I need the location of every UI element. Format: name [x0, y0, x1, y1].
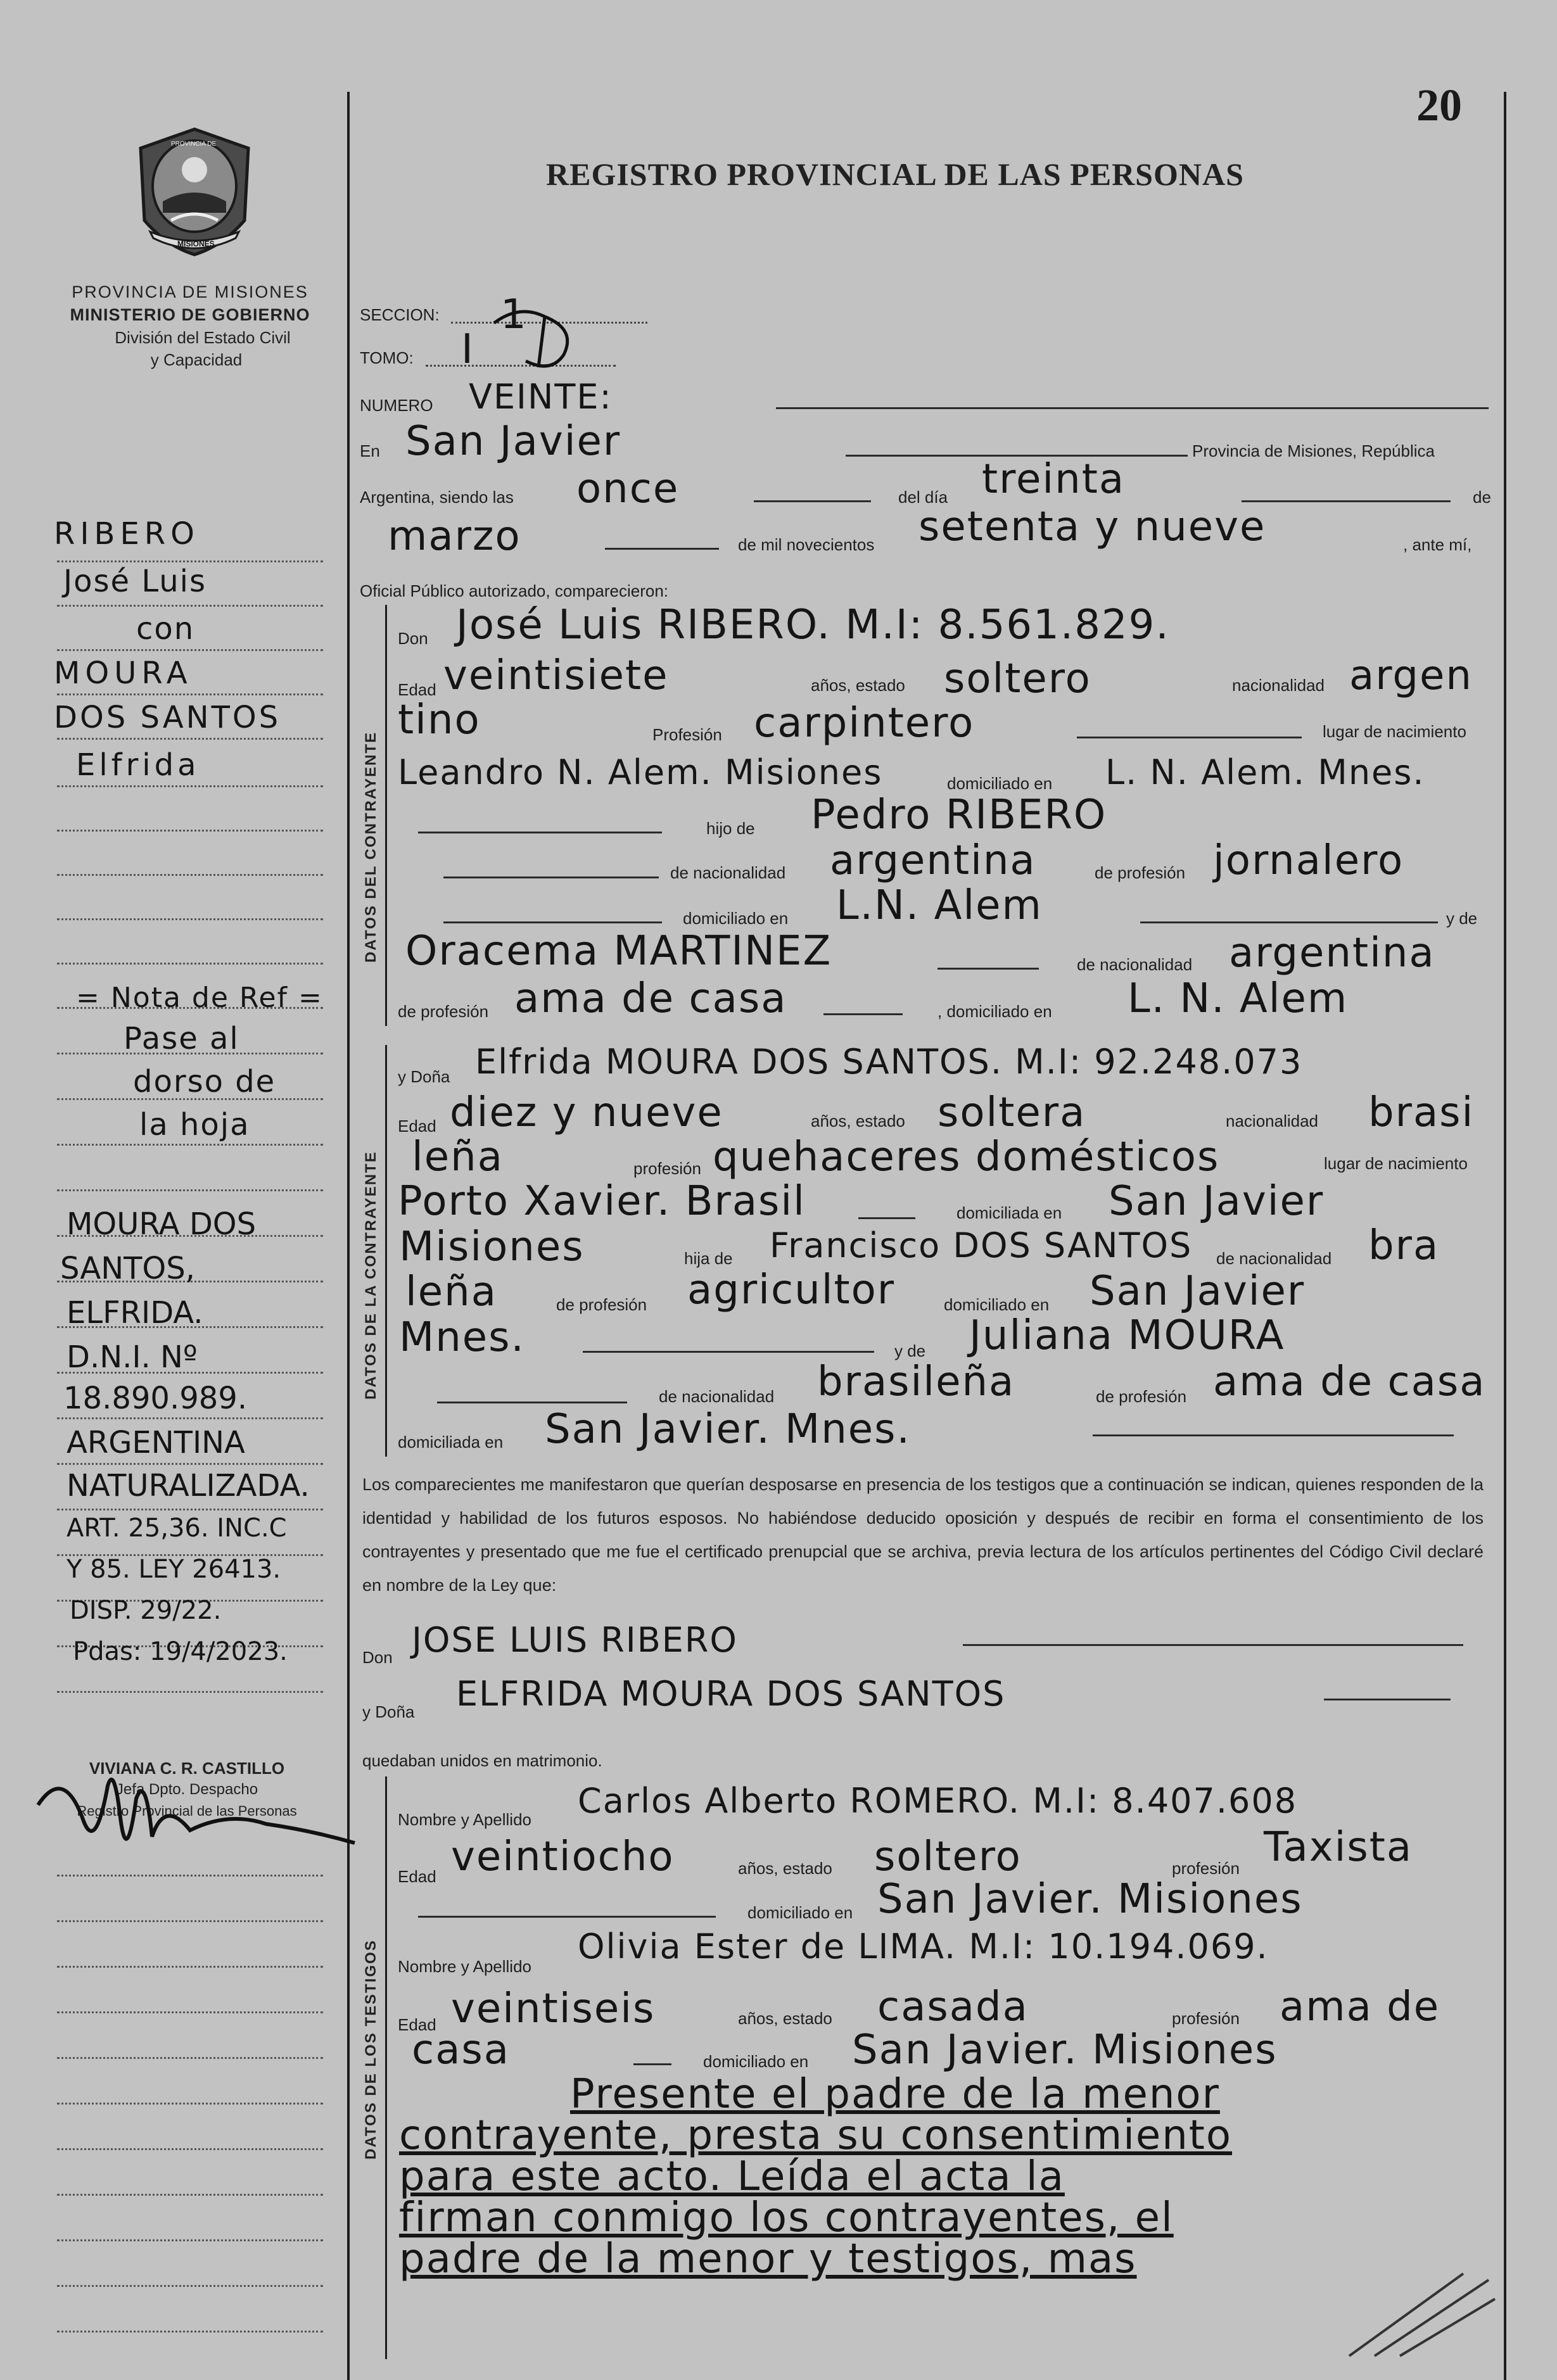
- bride-father-dom-label: domiciliado en: [944, 1295, 1050, 1314]
- contrayente-block-rule: [385, 605, 387, 1026]
- margin-dotted-line: [57, 1417, 323, 1419]
- bride-mother-dom-rule: [1093, 1434, 1454, 1436]
- margin-dotted-line: [57, 2057, 323, 2059]
- bride-father-nationality-b: leña: [405, 1269, 497, 1315]
- argentina-label: Argentina, siendo las: [360, 488, 514, 507]
- witness1-domicile: San Javier. Misiones: [877, 1876, 1303, 1923]
- bride-mother-dom-label: domiciliada en: [398, 1433, 504, 1452]
- margin-dotted-line: [57, 1509, 323, 1510]
- groom-nacionalidad-label: nacionalidad: [1232, 676, 1325, 695]
- org-division: División del Estado Civil: [115, 328, 291, 347]
- year-label: de mil novecientos: [738, 535, 875, 554]
- bride-nacionalidad-label: nacionalidad: [1226, 1111, 1319, 1130]
- dona-label: y Doña: [398, 1067, 450, 1086]
- statement-closing: quedaban unidos en matrimonio.: [362, 1751, 602, 1770]
- groom-mother: Oracema MARTINEZ: [405, 928, 832, 975]
- place-value: San Javier: [405, 418, 621, 465]
- bride-mother-prof-label: de profesión: [1096, 1387, 1187, 1406]
- witness2-age: veintiseis: [451, 1985, 656, 2032]
- note-line-5: padre de la menor y testigos, mas: [399, 2236, 1137, 2282]
- tomo-label: TOMO:: [360, 348, 414, 367]
- margin-surname-3: DOS SANTOS: [54, 700, 281, 735]
- witness1-estado: soltero: [874, 1833, 1022, 1880]
- statement-paragraph: Los comparecientes me manifestaron que querían desposarse en presencia de los testigos que a continuación se indican, quienes responden de la identidad y habilidad de los futuros esposos. No habiéndose deducido oposición y después de recibir en forma el consentimiento de los contrayentes y presentado que me fue el certificado prenupcial que se archiva, previa lectura de los artículos pertinentes del Código Civil declaré en nombre de la Ley que:: [362, 1475, 1484, 1595]
- note-line-3: para este acto. Leída el acta la: [399, 2153, 1065, 2200]
- page-number: 20: [1416, 80, 1462, 130]
- contrayente-section-label: DATOS DEL CONTRAYENTE: [362, 731, 379, 963]
- bride-nationality-a: brasi: [1368, 1089, 1475, 1136]
- margin-dotted-line: [57, 2331, 323, 2333]
- bride-mother-nat-label: de nacionalidad: [659, 1387, 775, 1406]
- groom-father-dom-rule: [443, 921, 662, 923]
- statement-bride: ELFRIDA MOURA DOS SANTOS: [456, 1674, 1006, 1714]
- margin-dotted-line: [57, 1691, 323, 1693]
- margin-dotted-line: [57, 2194, 323, 2196]
- stamp-signature: [25, 1761, 380, 1890]
- bride-birthplace: Porto Xavier. Brasil: [398, 1178, 806, 1225]
- groom-mother-nationality: argentina: [1229, 930, 1435, 977]
- groom-father-domicile: L.N. Alem: [836, 882, 1043, 929]
- w2-nombre-label: Nombre y Apellido: [398, 1957, 531, 1976]
- w2-estado-label: años, estado: [738, 2009, 832, 2028]
- margin-dotted-line: [57, 785, 323, 787]
- ante-label: , ante mí,: [1403, 535, 1472, 554]
- annotation-line-5: 18.890.989.: [63, 1381, 248, 1416]
- groom-profesion-label: Profesión: [652, 725, 722, 744]
- groom-mother-nat-label: de nacionalidad: [1077, 955, 1193, 974]
- bride-father-nationality-a: bra: [1368, 1222, 1440, 1269]
- w2-prof-rule: [633, 2063, 671, 2065]
- de-label: de: [1473, 488, 1491, 507]
- bride-nationality-b: leña: [412, 1134, 504, 1181]
- witness1-name: Carlos Alberto ROMERO. M.I: 8.407.608: [578, 1781, 1298, 1821]
- right-margin-rule: [1504, 92, 1506, 2380]
- groom-father: Pedro RIBERO: [811, 792, 1107, 839]
- annotation-line-11: Pdas: 19/4/2023.: [73, 1637, 288, 1666]
- margin-con: con: [136, 611, 195, 647]
- hour-rule: [754, 500, 871, 502]
- bride-father: Francisco DOS SANTOS: [770, 1225, 1193, 1265]
- w1-edad-label: Edad: [398, 1867, 436, 1886]
- groom-hijo-label: hijo de: [706, 819, 755, 838]
- statement-bride-rule: [1324, 1699, 1451, 1700]
- margin-dotted-line: [57, 1463, 323, 1465]
- groom-lugar-label: lugar de nacimiento: [1323, 722, 1466, 741]
- groom-father-dom-label: domiciliado en: [683, 909, 789, 928]
- groom-father-prof-label: de profesión: [1095, 863, 1186, 882]
- groom-profession-rule: [1077, 737, 1302, 738]
- numero-label: NUMERO: [360, 396, 433, 415]
- margin-dotted-line: [57, 605, 323, 607]
- groom-mother-profession: ama de casa: [514, 975, 787, 1022]
- numero-value: VEINTE:: [469, 377, 613, 417]
- annotation-line-3: ELFRIDA.: [67, 1295, 203, 1331]
- statement-groom: JOSE LUIS RIBERO: [412, 1620, 738, 1660]
- numero-rule: [776, 407, 1489, 409]
- bride-father-prof-label: de profesión: [556, 1295, 647, 1314]
- margin-dotted-line: [57, 963, 323, 965]
- bride-father-domicile-b: Mnes.: [399, 1314, 525, 1361]
- margin-dotted-line: [57, 649, 323, 651]
- contrayente-f-section-label: DATOS DE LA CONTRAYENTE: [362, 1151, 379, 1400]
- groom-birthplace: Leandro N. Alem. Misiones: [398, 752, 883, 792]
- groom-y-de-label: y de: [1446, 909, 1478, 928]
- margin-dotted-line: [57, 1966, 323, 1968]
- bride-edad-label: Edad: [398, 1117, 436, 1136]
- groom-father-profession: jornalero: [1213, 837, 1404, 884]
- groom-age: veintisiete: [443, 652, 669, 699]
- stamp-office: Registro Provincial de las Personas: [77, 1803, 297, 1819]
- margin-dotted-line: [57, 1189, 323, 1191]
- w1-nombre-label: Nombre y Apellido: [398, 1810, 531, 1829]
- en-label: En: [360, 441, 380, 460]
- margin-dotted-line: [57, 830, 323, 832]
- bride-father-profession: agricultor: [687, 1267, 896, 1313]
- margin-dotted-line: [57, 1144, 323, 1146]
- seccion-value: 1: [500, 291, 528, 338]
- statement-don-label: Don: [362, 1648, 393, 1667]
- contrayente-f-block-rule: [385, 1045, 387, 1457]
- groom-estado: soltero: [944, 655, 1091, 702]
- provincial-seal: [134, 125, 255, 258]
- w2-domiciliado-label: domiciliado en: [703, 2052, 809, 2071]
- org-ministry: MINISTERIO DE GOBIERNO: [70, 305, 310, 324]
- oficial-label: Oficial Público autorizado, comparecieron:: [360, 581, 669, 600]
- bride-father-domicile-a: San Javier: [1090, 1268, 1306, 1315]
- stamp-title: Jefa Dpto. Despacho: [115, 1781, 258, 1798]
- seccion-label: SECCION:: [360, 305, 440, 324]
- day-label: del día: [898, 488, 948, 507]
- province-label: Provincia de Misiones, República: [1192, 441, 1435, 460]
- groom-mother-domicile: L. N. Alem: [1128, 975, 1349, 1022]
- bride-estado: soltera: [937, 1089, 1086, 1136]
- bride-domicile-b: Misiones: [399, 1224, 585, 1270]
- bride-hija-label: hija de: [684, 1249, 733, 1268]
- w1-domiciliado-label: domiciliado en: [747, 1903, 853, 1922]
- margin-dotted-line: [57, 2285, 323, 2287]
- month-rule: [605, 548, 719, 550]
- corner-hatch: [1337, 2236, 1501, 2365]
- margin-nota-2: Pase al: [124, 1021, 239, 1056]
- w1-profesion-label: profesión: [1172, 1859, 1240, 1878]
- witness1-age: veintiocho: [451, 1833, 675, 1880]
- org-province: PROVINCIA DE MISIONES: [72, 282, 308, 301]
- witness2-profession-a: ama de: [1280, 1984, 1440, 2030]
- groom-mother-dom-label: , domiciliado en: [937, 1002, 1052, 1021]
- bride-mother-domicile: San Javier. Mnes.: [545, 1406, 911, 1453]
- statement-groom-rule: [963, 1644, 1463, 1646]
- margin-dotted-line: [57, 1920, 323, 1922]
- margin-nota-4: la hoja: [139, 1107, 250, 1143]
- annotation-line-6: ARGENTINA: [67, 1425, 245, 1460]
- annotation-line-1: MOURA DOS: [67, 1206, 257, 1242]
- groom-father-dom-rule-2: [1140, 921, 1438, 923]
- annotation-line-9: Y 85. LEY 26413.: [67, 1555, 281, 1584]
- org-capacity: y Capacidad: [150, 350, 243, 369]
- note-line-2: contrayente, presta su consentimiento: [399, 2112, 1233, 2159]
- margin-surname: RIBERO: [54, 516, 200, 552]
- witness2-name: Olivia Ester de LIMA. M.I: 10.194.069.: [578, 1927, 1269, 1966]
- bride-mother-profession: ama de casa: [1213, 1358, 1486, 1405]
- groom-domiciliado-label: domiciliado en: [947, 774, 1053, 793]
- note-line-1: Presente el padre de la menor: [570, 2071, 1220, 2118]
- margin-dotted-line: [57, 693, 323, 695]
- day-value: treinta: [982, 456, 1126, 503]
- annotation-line-10: DISP. 29/22.: [70, 1596, 222, 1625]
- witness2-estado: casada: [877, 1984, 1029, 2030]
- groom-father-nat-label: de nacionalidad: [670, 863, 786, 882]
- testigos-section-label: DATOS DE LOS TESTIGOS: [362, 1939, 379, 2160]
- annotation-line-2: SANTOS,: [60, 1251, 195, 1286]
- groom-father-nat-rule: [443, 877, 659, 878]
- margin-dotted-line: [57, 560, 323, 562]
- margin-nota-1: = Nota de Ref =: [76, 982, 323, 1014]
- statement-dona-label: y Doña: [362, 1702, 415, 1721]
- left-margin-rule: [347, 92, 350, 2380]
- bride-estado-label: años, estado: [811, 1111, 905, 1130]
- bride-mother-rule: [437, 1402, 627, 1403]
- seal-bottom-text: MISIONES: [177, 239, 215, 248]
- groom-domicile: L. N. Alem. Mnes.: [1105, 752, 1425, 792]
- annotation-line-8: ART. 25,36. INC.C: [67, 1514, 287, 1543]
- bride-profession: quehaceres domésticos: [713, 1134, 1220, 1181]
- year-value: setenta y nueve: [918, 503, 1266, 550]
- groom-mother-prof-rule: [823, 1013, 903, 1015]
- bride-full-name: Elfrida MOURA DOS SANTOS. M.I: 92.248.073: [475, 1042, 1303, 1082]
- groom-nationality-b: tino: [398, 697, 481, 744]
- margin-given-name: José Luis: [63, 564, 207, 599]
- bride-y-de-label: y de: [894, 1341, 926, 1360]
- groom-hijo-rule: [418, 832, 662, 833]
- groom-estado-label: años, estado: [811, 676, 905, 695]
- bride-profesion-label: profesión: [633, 1159, 701, 1178]
- margin-dotted-line: [57, 738, 323, 740]
- bride-age: diez y nueve: [450, 1089, 723, 1136]
- org-header: [38, 281, 342, 370]
- bride-father-nat-label: de nacionalidad: [1216, 1249, 1332, 1268]
- annotation-line-7: NATURALIZADA.: [67, 1468, 310, 1503]
- groom-mother-prof-label: de profesión: [398, 1002, 489, 1021]
- bride-birthplace-rule: [858, 1217, 915, 1219]
- tomo-value: I: [461, 326, 474, 373]
- w1-dom-rule: [418, 1916, 716, 1918]
- hour-value: once: [576, 465, 680, 512]
- bride-lugar-label: lugar de nacimiento: [1324, 1154, 1468, 1173]
- stamp-name: VIVIANA C. R. CASTILLO: [89, 1759, 285, 1778]
- margin-dotted-line: [57, 2239, 323, 2241]
- seal-top-text: PROVINCIA DE: [171, 141, 217, 148]
- day-rule: [1242, 500, 1451, 502]
- groom-mother-rule: [937, 968, 1039, 970]
- bride-domicile-a: San Javier: [1109, 1178, 1325, 1225]
- groom-edad-label: Edad: [398, 680, 436, 699]
- annotation-line-4: D.N.I. Nº: [67, 1339, 198, 1375]
- registry-title: REGISTRO PROVINCIAL DE LAS PERSONAS: [546, 156, 1244, 192]
- w2-profesion-label: profesión: [1172, 2009, 1240, 2028]
- margin-dotted-line: [57, 2103, 323, 2105]
- margin-dotted-line: [57, 918, 323, 920]
- note-line-4: firman conmigo los contrayentes, el: [399, 2194, 1174, 2241]
- don-label: Don: [398, 629, 428, 648]
- bride-mother-nationality: brasileña: [817, 1358, 1015, 1405]
- witness2-domicile: San Javier. Misiones: [852, 2027, 1278, 2073]
- groom-father-nationality: argentina: [830, 837, 1036, 884]
- margin-nota-3: dorso de: [133, 1064, 276, 1099]
- witness2-profession-b: casa: [412, 2027, 510, 2073]
- margin-surname-2: MOURA: [54, 655, 193, 691]
- groom-profession: carpintero: [754, 700, 975, 747]
- groom-full-name: José Luis RIBERO. M.I: 8.561.829.: [456, 602, 1170, 649]
- testigos-block-rule: [385, 1776, 387, 2359]
- bride-domiciliada-label: domiciliada en: [956, 1203, 1062, 1222]
- bride-mother: Juliana MOURA: [969, 1312, 1285, 1359]
- bride-father-dom-rule: [583, 1351, 874, 1353]
- seccion-scribble: [481, 298, 608, 383]
- w1-estado-label: años, estado: [738, 1859, 832, 1878]
- margin-dotted-line: [57, 2148, 323, 2150]
- month-value: marzo: [388, 513, 521, 560]
- w2-edad-label: Edad: [398, 2015, 436, 2034]
- witness1-profession: Taxista: [1264, 1824, 1413, 1871]
- margin-dotted-line: [57, 2011, 323, 2013]
- margin-given-name-2: Elfrida: [76, 747, 200, 783]
- margin-dotted-line: [57, 874, 323, 876]
- groom-nationality-a: argen: [1349, 652, 1473, 699]
